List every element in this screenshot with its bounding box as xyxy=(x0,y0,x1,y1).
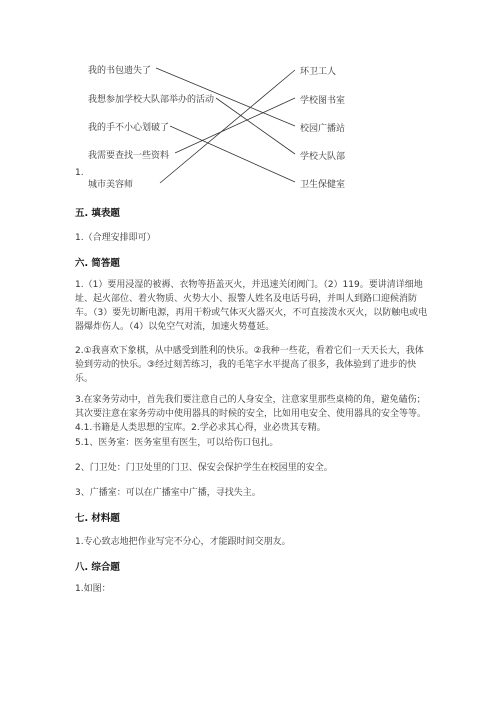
match-left-item: 我需要查找一些资料 xyxy=(88,151,170,161)
match-right-item: 环卫工人 xyxy=(300,67,337,77)
match-line xyxy=(170,126,295,182)
answer-paragraph: 3、广播室：可以在广播室中广播，寻找失主。 xyxy=(75,488,261,498)
match-item-number: 1. xyxy=(75,168,84,178)
section-heading: 五. 填表题 xyxy=(75,208,120,219)
answer-paragraph: 3.在家务劳动中，首先我们要注意自己的人身安全，注意家里那些桌椅的角，避免磕伤；其次要注意在家务劳动中使用器具的时候的安全，比如用电安全、使用器具的安全等等。 xyxy=(75,395,427,419)
answer-paragraph: 2.①我喜欢下象棋，从中感受到胜利的快乐。②我种一些花，看着它们一天天长大，我体验到劳动的快乐。③经过刻苦练习，我的毛笔字水平提高了很多，我体验到了进步的快乐。 xyxy=(75,346,424,384)
answer-paragraph: 2、门卫处：门卫处里的门卫、保安会保护学生在校园里的安全。 xyxy=(75,463,333,473)
match-right-item: 学校图书室 xyxy=(300,96,346,106)
match-right-item: 卫生保健室 xyxy=(300,180,346,190)
answer-line: 1.（合理安排即可） xyxy=(75,233,156,243)
section-heading: 七. 材料题 xyxy=(75,513,120,524)
match-left-item: 我的书包遗失了 xyxy=(88,66,152,76)
answer-paragraph: 4.1.书籍是人类思想的宝库。2.学必求其心得，业必贵其专精。 xyxy=(75,423,326,433)
match-right-item: 学校大队部 xyxy=(300,152,346,162)
match-left-item: 城市美容师 xyxy=(88,180,134,190)
match-left-item: 我想参加学校大队部举办的活动 xyxy=(88,95,215,105)
match-right-item: 校园广播站 xyxy=(300,124,346,134)
match-line xyxy=(175,98,295,153)
answer-paragraph: 1.如图： xyxy=(75,584,111,594)
answer-paragraph: 1.专心致志地把作业写完不分心，才能跟时间交朋友。 xyxy=(75,537,291,547)
section-heading: 八. 综合题 xyxy=(75,562,120,573)
section-heading: 六. 简答题 xyxy=(75,258,120,269)
answer-paragraph: 5.1、医务室：医务室里有医生，可以给伤口包扎。 xyxy=(75,438,279,448)
match-left-item: 我的手不小心划破了 xyxy=(88,123,170,133)
match-line xyxy=(160,70,295,183)
answer-paragraph: 1.（1）要用浸湿的被褥、衣物等捂盖灭火，并迅速关闭阀门。（2）119。要讲清详细地址、起火部位、着火物质、火势大小、报警人姓名及电话号码，并叫人到路口迎候消防车。（3）要先切断电源，再用干粉或气体灭火器灭火，不可直接泼水灭火，以防触电或电器爆炸伤人。（4）以免空气对流，加速火势蔓延。 xyxy=(75,280,428,332)
